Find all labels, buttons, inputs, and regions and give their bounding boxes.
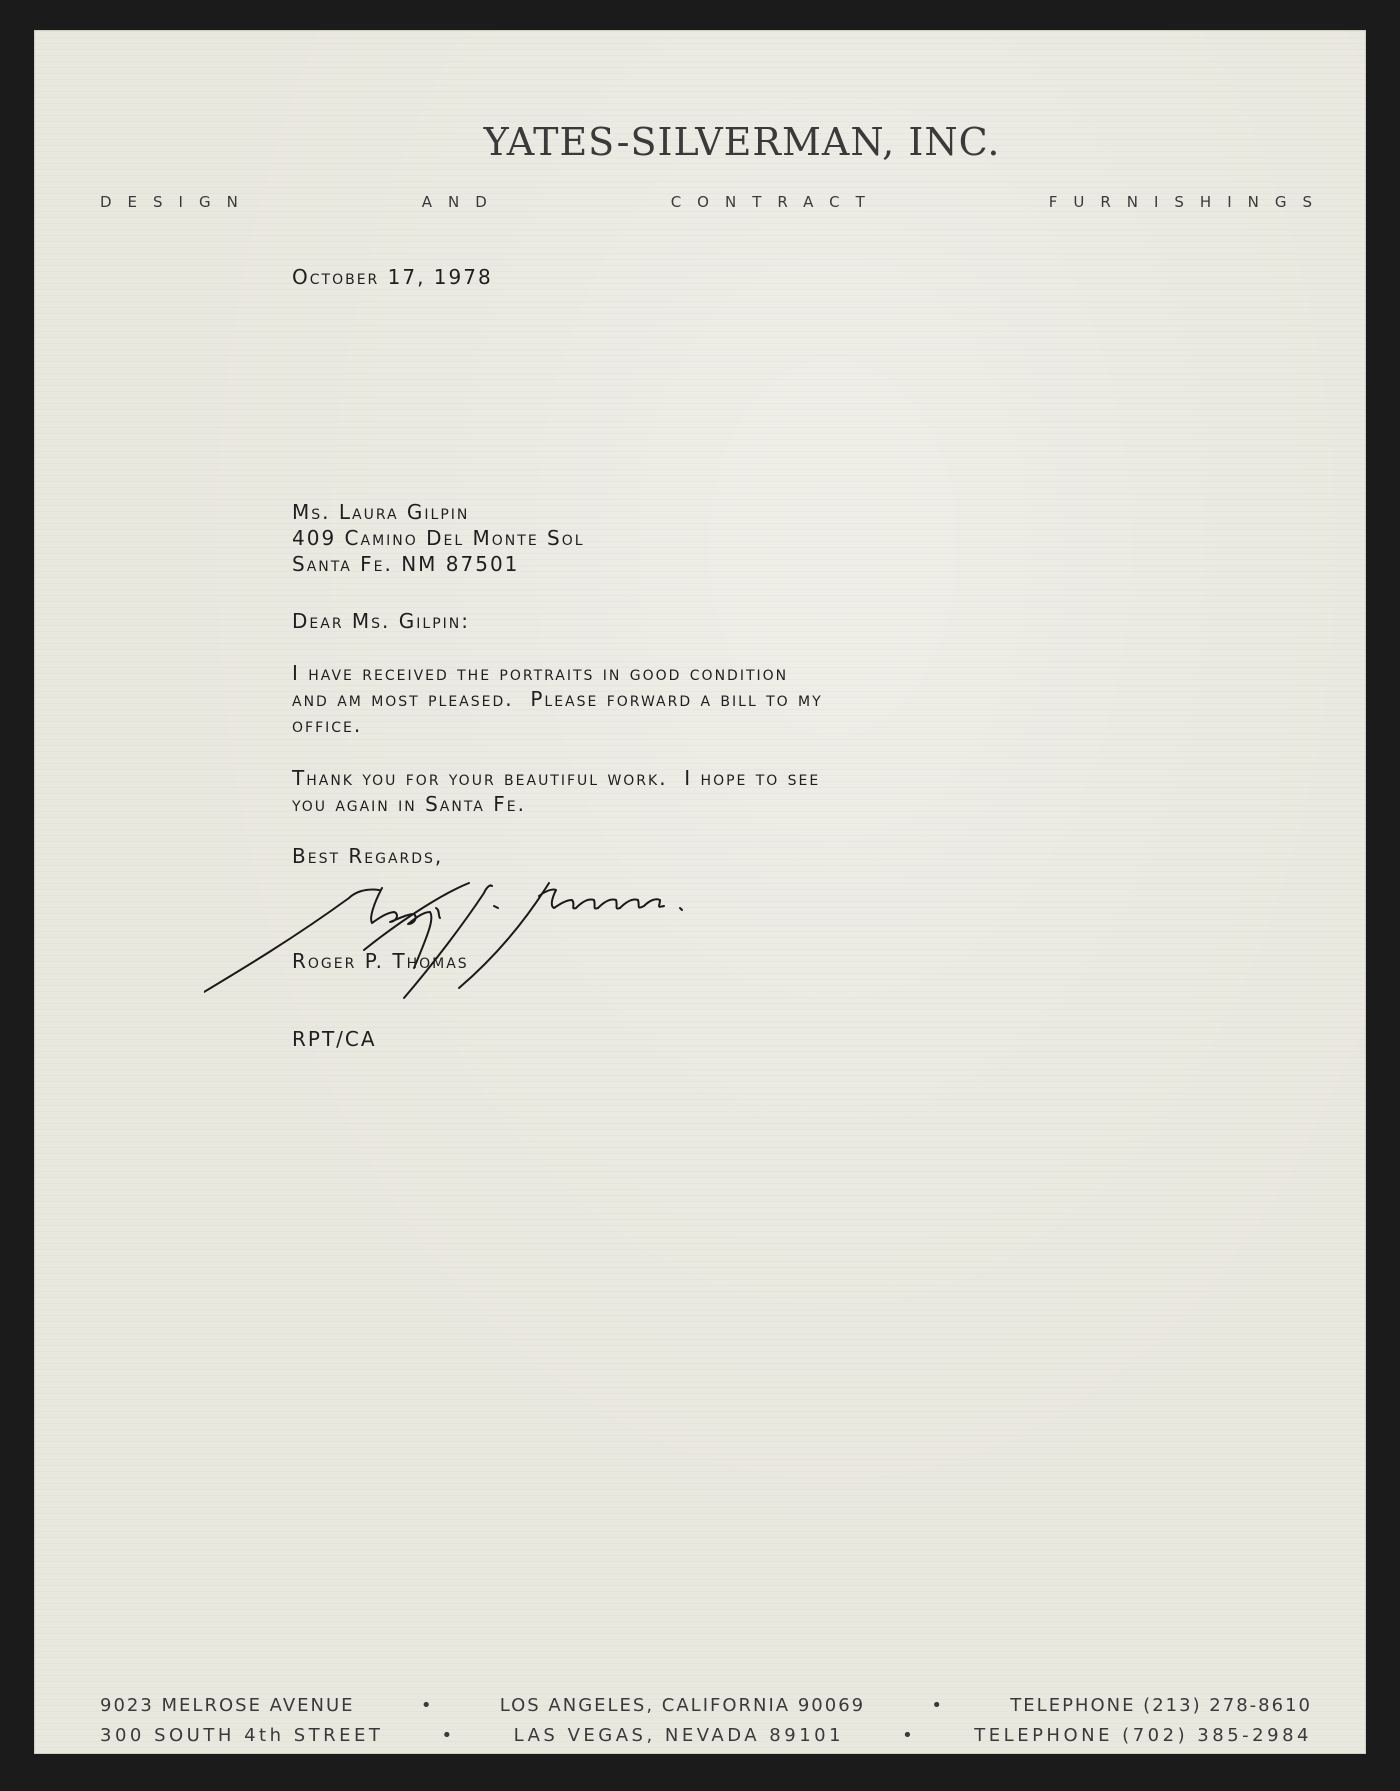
footer-line-los-angeles	[100, 1695, 1312, 1716]
footer-phone: TELEPHONE (213) 278-8610	[1010, 1695, 1312, 1716]
closing: Best Regards,	[292, 844, 444, 868]
tagline-word: CONTRACT	[670, 193, 881, 211]
recipient-line: Santa Fe. NM 87501	[292, 552, 520, 576]
footer-phone: TELEPHONE (702) 385-2984	[974, 1725, 1312, 1746]
footer-city: LAS VEGAS, NEVADA 89101	[513, 1725, 845, 1746]
recipient-line: Ms. Laura Gilpin	[292, 500, 470, 524]
letterhead-tagline	[100, 193, 1328, 211]
tagline-word: FURNISHINGS	[1048, 193, 1328, 211]
tagline-word: DESIGN	[100, 193, 254, 211]
body-paragraph-1	[292, 660, 823, 738]
footer-separator: •	[902, 1725, 917, 1746]
footer-line-las-vegas	[100, 1725, 1312, 1746]
body-paragraph-2	[292, 765, 820, 817]
body-line: I have received the portraits in good condition	[292, 661, 789, 685]
footer-separator: •	[420, 1695, 434, 1716]
footer-address: 300 SOUTH 4th STREET	[100, 1725, 384, 1746]
body-line: and am most pleased. Please forward a bill to my	[292, 687, 823, 711]
recipient-line: 409 Camino Del Monte Sol	[292, 526, 585, 550]
letter-page	[34, 30, 1366, 1754]
salutation: Dear Ms. Gilpin:	[292, 609, 470, 633]
body-line: you again in Santa Fe.	[292, 792, 526, 816]
tagline-word: AND	[421, 193, 503, 211]
letterhead-company-name: YATES-SILVERMAN, INC.	[483, 120, 1001, 164]
letter-date: October 17, 1978	[292, 265, 493, 289]
body-line: office.	[292, 713, 363, 737]
footer-separator: •	[441, 1725, 456, 1746]
footer-separator: •	[931, 1695, 945, 1716]
body-line: Thank you for your beautiful work. I hope to see	[292, 766, 821, 790]
footer-address: 9023 MELROSE AVENUE	[100, 1695, 355, 1716]
recipient-address	[292, 499, 585, 577]
footer-city: LOS ANGELES, CALIFORNIA 90069	[499, 1695, 866, 1716]
signatory-name: Roger P. Thomas	[292, 949, 469, 973]
reference-initials: RPT/CA	[292, 1027, 377, 1051]
